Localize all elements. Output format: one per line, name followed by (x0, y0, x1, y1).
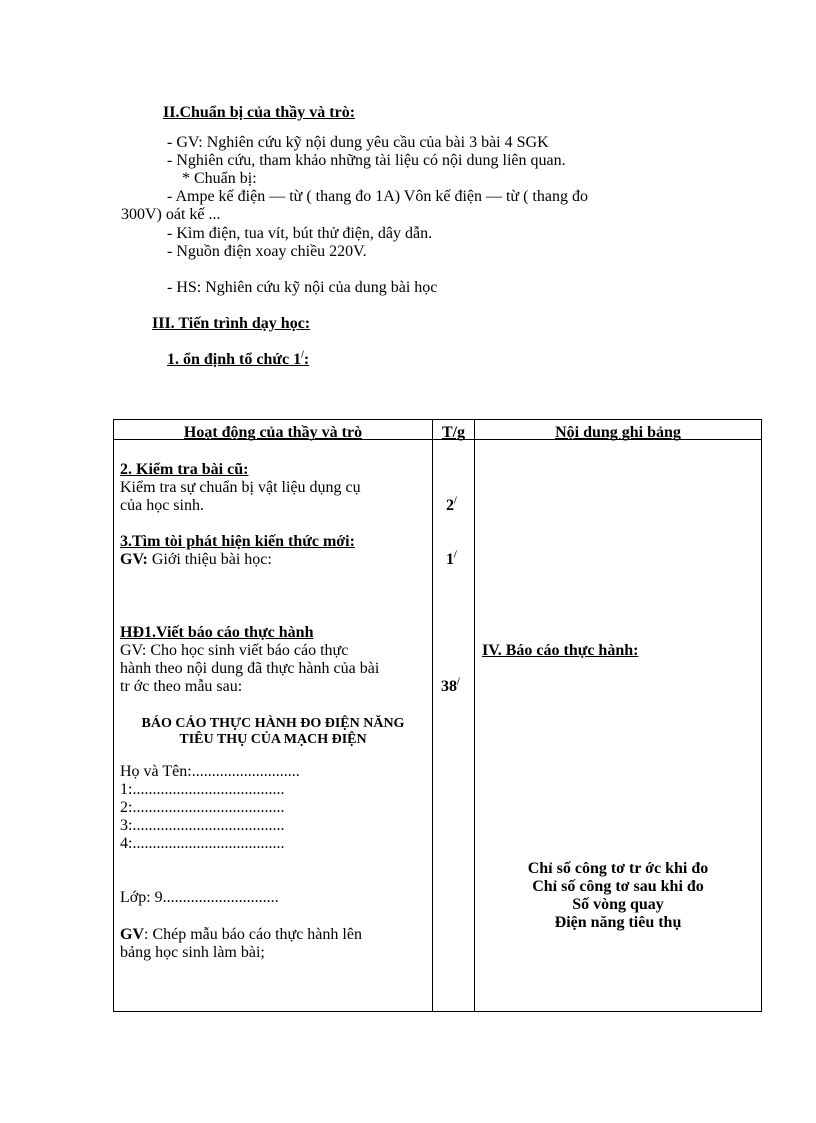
report-title-line: BÁO CÁO THỰC HÀNH ĐO ĐIỆN NĂNG (141, 716, 405, 731)
process-sub-heading (167, 351, 309, 369)
gv2-label: GV (120, 926, 144, 943)
measure-line: Chỉ số công tơ tr ớc khi đo (527, 860, 709, 877)
prep-line: - HS: Nghiên cứu kỹ nội của dung bài học (167, 279, 438, 296)
prep-line: - Nghiên cứu, tham khảo những tài liệu có nội dung liên quan. (167, 152, 566, 169)
report-title-line: TIÊU THỤ CỦA MẠCH ĐIỆN (179, 732, 367, 747)
gv2-line: bảng học sinh làm bài; (120, 944, 265, 961)
gv2-line (120, 926, 362, 944)
check-line: của học sinh. (120, 497, 204, 514)
hd1-line: hành theo nội dung đã thực hành của bài (120, 660, 380, 677)
name-line: 1:...................................... (120, 781, 285, 798)
gv2-text: : Chép mẫu báo cáo thực hành lên (144, 926, 362, 943)
measure-line: Chỉ số công tơ sau khi đo (532, 878, 704, 895)
name-line: 3:...................................... (120, 817, 285, 834)
time-value (446, 551, 457, 569)
prep-line: - Nguồn điện xoay chiều 220V. (167, 243, 367, 260)
hd1-line: tr ớc theo mẫu sau: (120, 678, 243, 695)
class-field: Lớp: 9............................. (120, 889, 279, 906)
table-header-content: Nội dung ghi bảng (555, 424, 681, 441)
minute-mark: / (454, 549, 457, 561)
minute-mark: / (457, 676, 460, 688)
process-heading: III. Tiến trình dạy học: (152, 315, 311, 332)
time-number: 2 (446, 497, 454, 514)
time-value (441, 678, 460, 696)
prep-heading: II.Chuẩn bị của thầy và trò: (163, 104, 356, 121)
name-line: 2:...................................... (120, 799, 285, 816)
prep-line: - Kìm điện, tua vít, bút thử điện, dây dẫn. (167, 225, 433, 242)
practice-report-heading: IV. Báo cáo thực hành: (482, 642, 639, 659)
prep-line: 300V) oát kế ... (121, 206, 221, 223)
process-sub-heading-text: 1. ổn định tổ chức 1 (167, 351, 302, 368)
hd1-heading: HĐ1.Viết báo cáo thực hành (120, 624, 314, 641)
new-knowledge-heading: 3.Tìm tòi phát hiện kiến thức mới: (120, 533, 355, 550)
prep-line: - Ampe kế điện — từ ( thang đo 1A) Vôn kế điện — từ ( thang đo (167, 188, 588, 205)
name-line: 4:...................................... (120, 835, 285, 852)
prep-line: * Chuẩn bị: (182, 170, 257, 187)
time-number: 1 (446, 551, 454, 568)
gv-intro (120, 551, 272, 569)
prep-line: - GV: Nghiên cứu kỹ nội dung yêu cầu của bài 3 bài 4 SGK (167, 134, 549, 151)
table-header-time: T/g (441, 424, 466, 441)
check-line: Kiểm tra sự chuẩn bị vật liệu dụng cụ (120, 479, 361, 496)
table-header-activity: Hoạt động của thầy và trò (183, 424, 363, 441)
process-sub-heading-end: : (303, 351, 310, 368)
time-value (446, 497, 457, 515)
measure-line: Số vòng quay (572, 896, 664, 913)
minute-mark: / (454, 495, 457, 507)
minute-mark: / (301, 349, 304, 361)
hd1-line: GV: Cho học sinh viết báo cáo thực (120, 642, 349, 659)
name-field: Họ và Tên:........................... (120, 763, 300, 780)
gv-intro-text: Giới thiệu bài học: (147, 551, 272, 568)
time-number: 38 (441, 678, 457, 695)
gv-label: GV: (120, 551, 148, 568)
check-heading: 2. Kiểm tra bài cũ: (120, 461, 249, 478)
measure-line: Điện năng tiêu thụ (554, 914, 682, 931)
table-col-divider-1 (432, 419, 433, 1012)
